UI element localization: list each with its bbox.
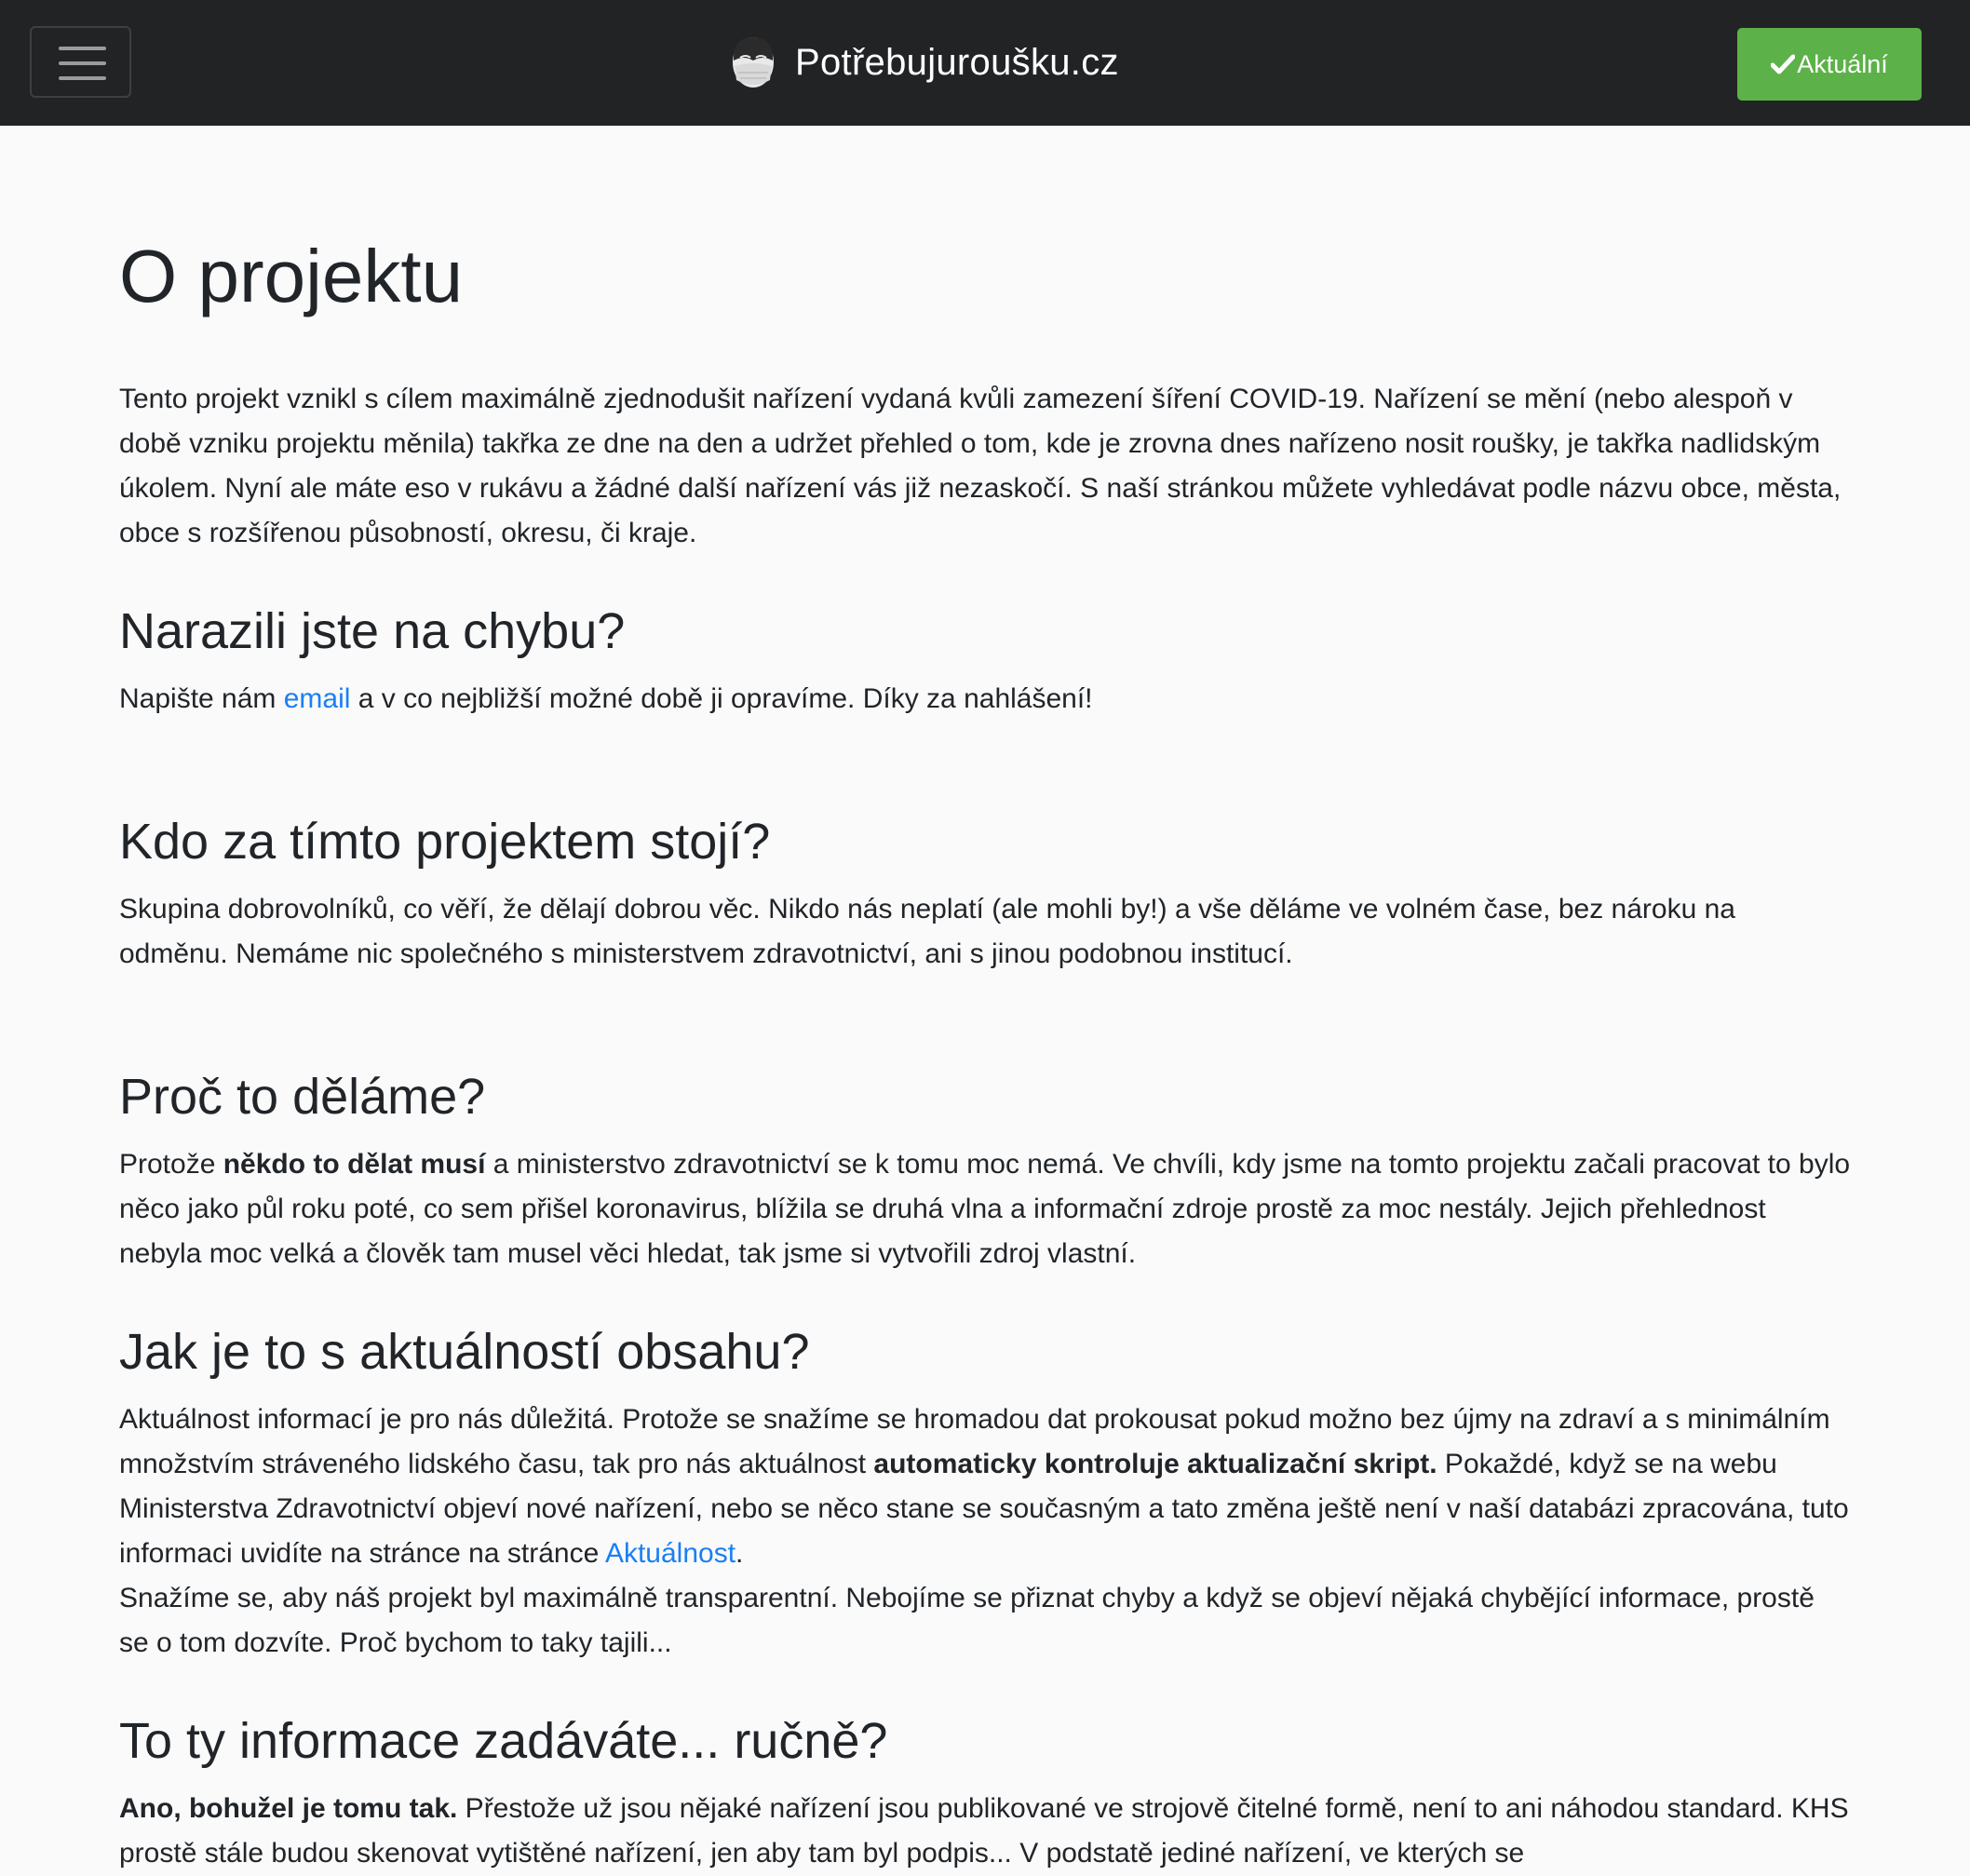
error-paragraph: Napište nám email a v co nejbližší možné době ji opravíme. Díky za nahlášení! [119,683,1093,714]
aktualnost-link[interactable]: Aktuálnost [604,1538,736,1569]
current-button[interactable] [1737,28,1922,101]
why-paragraph: Protože někdo to dělat musí a ministerstvo zdravotnictví se k tomu moc nemá. Ve chvíli, kdy jsme na tomto projektu začali pracovat to bylo něco jako půl roku poté, co sem přišel koronavirus, blížila se druhá vlna a informační zdroje prostě za moc nestály. Jejich přehlednost nebyla moc velká a člověk tam musel věci hledat, tak jsme si vytvořili zdroj vlastní. [119,1149,1851,1269]
heading-freshness: Jak je to s aktuálností obsahu? [119,1324,810,1380]
intro-paragraph: Tento projekt vznikl s cílem maximálně zjednodušit nařízení vydaná kvůli zamezení šíření COVID-19. Nařízení se mění (nebo alespoň v době vzniku projektu měnila) takřka ze dne na den a udržet přehled o tom, kde je zrovna dnes nařízeno nosit roušky, je takřka nadlidským úkolem. Nyní ale máte eso v rukávu a žádné další nařízení vás již nezaskočí. S naší stránkou můžete vyhledávat podle názvu obce, města, obce s rozšířenou působností, okresu, či kraje. [119,384,1842,548]
menu-toggle-button[interactable] [30,26,131,98]
brand-name: Potřebujuroušku.cz [795,41,1119,83]
page-title: O projektu [119,235,464,317]
heading-who: Kdo za tímto projektem stojí? [119,814,771,870]
heading-manual: To ty informace zadáváte... ručně? [119,1713,888,1769]
freshness-paragraph: Aktuálnost informací je pro nás důležitá. Protože se snažíme se hromadou dat prokousat pokud možno bez újmy na zdraví a s minimálním množstvím stráveného lidského času, tak pro nás aktuálnost automaticky kontroluje aktualizační skript. Pokaždé, když se na webu Ministerstva Zdravotnictví objeví nové nařízení, nebo se něco stane se současným a tato změna ještě není v naší databázi zpracována, tuto informaci uvidíte na stránce na stránce Aktuálnost. Snažíme se, aby náš projekt byl maximálně transparentní. Nebojíme se přiznat chyby a když se objeví nějaká chybějící informace, prostě se o tom dozvíte. Proč bychom to taky tajili... [119,1404,1849,1658]
manual-paragraph: Ano, bohužel je tomu tak. Přestože už jsou nějaké nařízení jsou publikované ve strojově čitelné formě, není to ani náhodou standard. KHS prostě stále budou skenovat vytištěné nařízení, jen aby tam byl podpis... V podstatě jediné nařízení, ve kterých se [119,1793,1849,1869]
current-button-label: Aktuální [1797,49,1888,78]
email-link[interactable]: email [283,683,351,714]
mask-face-icon [732,35,775,89]
brand-link[interactable] [732,34,1119,91]
heading-error: Narazili jste na chybu? [119,603,626,659]
check-icon [1771,54,1795,74]
navbar [0,0,1970,126]
heading-why: Proč to děláme? [119,1069,486,1125]
who-paragraph: Skupina dobrovolníků, co věří, že dělají dobrou věc. Nikdo nás neplatí (ale mohli by!) a vše děláme ve volném čase, bez nároku na odměnu. Nemáme nic společného s ministerstvem zdravotnictví, ani s jinou podobnou institucí. [119,894,1735,969]
